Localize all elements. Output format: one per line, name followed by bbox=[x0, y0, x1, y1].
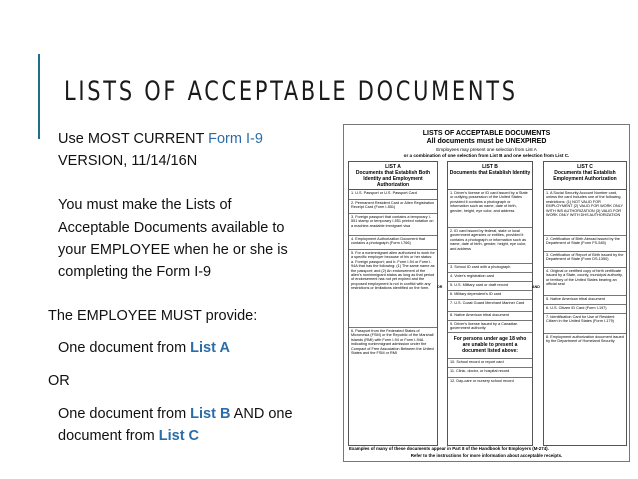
or-label: OR bbox=[437, 285, 443, 289]
p-or: OR bbox=[48, 373, 70, 389]
list-a-label: List A bbox=[190, 340, 230, 356]
form-footer-receipts: Refer to the instructions for more information about acceptable receipts. bbox=[410, 453, 563, 458]
list-c-column bbox=[543, 161, 627, 446]
list-b-item: 3. School ID card with a photograph bbox=[448, 264, 532, 273]
list-b-subtitle: Documents that Establish Identity bbox=[449, 170, 531, 176]
list-a-item: 4. Employment Authorization Document that contains a photograph (Form I-766) bbox=[349, 236, 437, 250]
list-b-item: 11. Clinic, doctor, or hospital record bbox=[448, 368, 532, 378]
list-b-item: 7. U.S. Coast Guard Merchant Mariner Card bbox=[448, 300, 532, 312]
list-a-item: 2. Permanent Resident Card or Alien Registration Receipt Card (Form I-551) bbox=[349, 200, 437, 214]
list-b-item: 12. Day-care or nursery school record bbox=[450, 379, 514, 383]
list-a-item: 1. U.S. Passport or U.S. Passport Card bbox=[349, 190, 437, 200]
p-lists-line2: Acceptable Documents available to bbox=[58, 220, 285, 236]
p-one-doc-list-a bbox=[58, 338, 230, 359]
p-lists-line3: your EMPLOYEE when he or she is bbox=[58, 242, 288, 258]
list-c-item: 3. Certification of Report of Birth issued by the Department of State (Form DS-1350) bbox=[544, 252, 626, 268]
list-b-item: 9. Driver's license issued by a Canadian government authority bbox=[448, 321, 532, 333]
text-one-document-from-b: One document from bbox=[58, 406, 191, 422]
list-c-title: LIST C bbox=[577, 164, 593, 170]
text-use-most-current: Use MOST CURRENT bbox=[58, 131, 209, 147]
list-a-column bbox=[348, 161, 438, 446]
form-heading: LISTS OF ACCEPTABLE DOCUMENTS bbox=[422, 130, 551, 137]
list-a-item: 3. Foreign passport that contains a temporary I-551 stamp or temporary I-551 printed notation on a machine-readable immigrant visa bbox=[349, 214, 437, 236]
accent-bar bbox=[38, 54, 40, 139]
list-c-item: 5. Native American tribal document bbox=[544, 296, 626, 305]
list-b-item: 4. Voter's registration card bbox=[448, 273, 532, 282]
text-document-from: document from bbox=[58, 428, 159, 444]
list-c-item: 8. Employment authorization document issued by the Department of Homeland Security bbox=[546, 335, 624, 344]
list-b-item: 2. ID card issued by federal, state or local government agencies or entities, provided it contains a photograph or information such as name, date of birth, gender, height, eye color, and address bbox=[448, 228, 532, 264]
list-b-item: 6. Military dependent's ID card bbox=[448, 291, 532, 300]
list-c-header bbox=[544, 162, 626, 190]
list-c-subtitle: Documents that Establish Employment Authorization bbox=[553, 170, 617, 182]
form-footer-examples: Examples of many of these documents appear in Part 8 of the Handbook for Employers (M-274). bbox=[349, 446, 549, 451]
list-c-label: List C bbox=[158, 428, 200, 444]
list-b-header bbox=[448, 162, 532, 190]
list-b-item: 1. Driver's license or ID card issued by a State or outlying possession of the United States provided it contains a photograph or information such as name, date of birth, gender, height, eye color, and address bbox=[448, 190, 532, 228]
form-instructions-1: Employees may present one selection from List A bbox=[436, 147, 537, 152]
p-one-doc-list-b bbox=[58, 404, 293, 425]
list-b-title: LIST B bbox=[482, 164, 498, 170]
form-instructions-2: or a combination of one selection from List B and one selection from List C. bbox=[403, 153, 570, 158]
list-b-item: 10. School record or report card bbox=[448, 358, 532, 368]
list-c-item: 7. Identification Card for Use of Resident Citizen in the United States (Form I-179) bbox=[544, 314, 626, 334]
list-b-label: List B bbox=[190, 406, 231, 422]
list-a-item: 6. Passport from the Federated States of Micronesia (FSM) or the Republic of the Marshall Islands (RMI) with Form I-94 or Form I-94A indicating nonimmigrant admission under the Compact of Free Association Between the United States and the FSM or RMI bbox=[351, 329, 434, 356]
list-c-item: 4. Original or certified copy of birth certificate issued by a State, county, municipal authority, or territory of the United States bearing an official seal bbox=[544, 268, 626, 296]
p-current-version-line1 bbox=[58, 129, 263, 150]
p-document-from-list-c bbox=[58, 426, 199, 447]
p-current-version-line2: VERSION, 11/14/16N bbox=[58, 153, 198, 169]
p-lists-line4: completing the Form I-9 bbox=[58, 264, 212, 280]
text-one-document-from: One document from bbox=[58, 340, 191, 356]
list-b-item: 8. Native American tribal document bbox=[448, 312, 532, 321]
and-label: AND bbox=[532, 285, 540, 289]
p-employee-must: The EMPLOYEE MUST provide: bbox=[48, 308, 258, 324]
list-a-header bbox=[349, 162, 437, 190]
text-and-one: AND one bbox=[230, 406, 293, 422]
slide-title: LISTS OF ACCEPTABLE DOCUMENTS bbox=[64, 76, 518, 107]
list-b-item: 5. U.S. Military card or draft record bbox=[448, 282, 532, 291]
form-subheading: All documents must be UNEXPIRED bbox=[426, 138, 547, 145]
list-b-under-18-note: For persons under age 18 who are unable to present a document listed above: bbox=[453, 336, 527, 354]
form-i9-link[interactable]: Form I-9 bbox=[208, 131, 263, 147]
list-c-item: 1. A Social Security Account Number card, unless the card includes one of the following restrictions: (1) NOT VALID FOR EMPLOYMENT (2) VALID FOR WORK ONLY WITH INS AUTHORIZATION (3) VALID FOR WORK ONLY WITH DHS AUTHORIZATION bbox=[544, 190, 626, 236]
list-c-item: 2. Certification of Birth Abroad issued by the Department of State (Form FS-545) bbox=[544, 236, 626, 252]
list-c-item: 6. U.S. Citizen ID Card (Form I-197) bbox=[544, 305, 626, 314]
lists-of-acceptable-documents-form bbox=[343, 124, 630, 462]
list-a-title: LIST A bbox=[385, 164, 401, 170]
p-lists-line1: You must make the Lists of bbox=[58, 197, 232, 213]
list-b-column bbox=[447, 161, 533, 446]
list-a-item: 5. For a nonimmigrant alien authorized to work for a specific employer because of his or her status: a. Foreign passport; and b. Form I-94 or Form I-94A that has the following: (1) The same name as the passport; and (2) An endorsement of the alien's nonimmigrant status as long as that period of endorsement has not yet expired and the proposed employment is not in conflict with any restrictions or limitations identified on the form. bbox=[349, 250, 437, 328]
list-a-subtitle: Documents that Establish Both Identity and Employment Authorization bbox=[355, 170, 431, 188]
